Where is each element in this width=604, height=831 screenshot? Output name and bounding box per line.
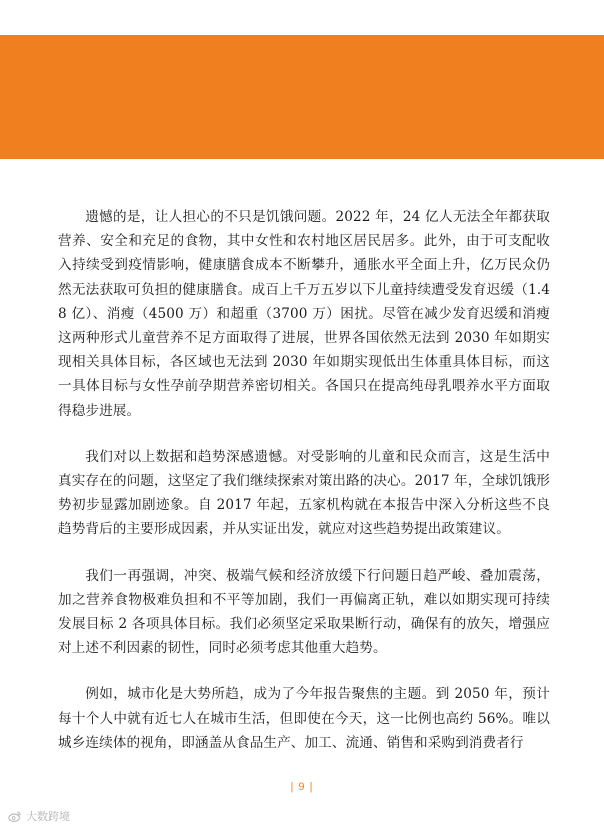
paragraph-3: 我们一再强调，冲突、极端气候和经济放缓下行问题日趋严峻、叠加震荡，加之营养食物极难负担和不平等加剧，我们一再偏离正轨，难以如期实现可持续发展目标 2 各项具体目标。我们必须坚定采取果断行动，确保有的放矢，增强应对上述不利因素的韧性，同时必须考虑其他重大趋势。 [58,567,550,657]
watermark [8,808,70,824]
watermark-text: 大数跨境 [26,810,70,823]
header-color-band [0,35,604,159]
weibo-logo-icon [8,809,22,823]
paragraph-1: 遗憾的是，让人担心的不只是饥饿问题。2022 年，24 亿人无法全年都获取营养、安全和充足的食物，其中女性和农村地区居民居多。此外，由于可支配收入持续受到疫情影响，健康膳食成本不断攀升，通胀水平全面上升，亿万民众仍然无法获取可负担的健康膳食。成百上千万五岁以下儿童持续遭受发育迟缓（1.48 亿）、消瘦（4500 万）和超重（3700 万）困扰。尽管在减少发育迟缓和消瘦这两种形式儿童营养不足方面取得了进展，世界各国依然无法到 2030 年如期实现相关具体目标，各区域也无法到 2030 年如期实现低出生体重具体目标，而这一具体目标与女性孕前孕期营养密切相关。各国只在提高纯母乳喂养水平方面取得稳步进展。 [58,209,550,419]
document-body [58,205,550,777]
paragraph-4: 例如，城市化是大势所趋，成为了今年报告聚焦的主题。到 2050 年，预计每十个人中就有近七人在城市生活，但即使在今天，这一比例也高约 56%。唯以城乡连续体的视角，即涵盖从食品生产、加工、流通、销售和采购到消费者行 [58,686,550,751]
page-number: | 9 | [290,781,314,793]
paragraph-2: 我们对以上数据和趋势深感遗憾。对受影响的儿童和民众而言，这是生活中真实存在的问题，这坚定了我们继续探索对策出路的决心。2017 年，全球饥饿形势初步显露加剧迹象。自 2017 年起，五家机构就在本报告中深入分析这些不良趋势背后的主要形成因素，并从实证出发，就应对这些趋势提出政策建议。 [58,448,550,538]
